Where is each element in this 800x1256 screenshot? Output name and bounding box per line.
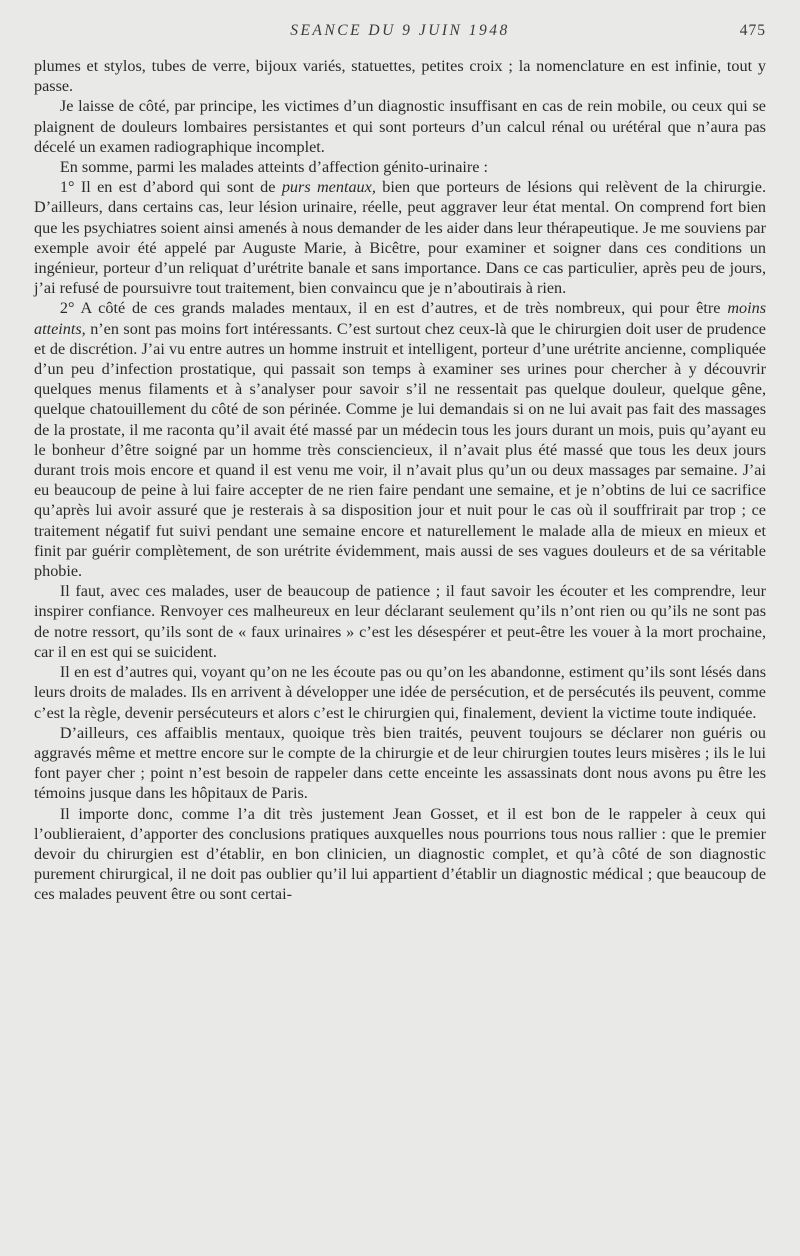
paragraph	[34, 298, 766, 581]
italic-text: moins atteints,	[34, 299, 766, 338]
text-segment: En somme, parmi les malades atteints d’affection génito-urinaire :	[59, 158, 488, 177]
paragraph	[34, 723, 766, 804]
running-header	[34, 22, 766, 50]
paragraph	[34, 804, 766, 905]
text-segment: 2° A côté de ces grands malades mentaux, il en est d’autres, et de très nombreux, qui pour être	[59, 299, 728, 318]
paragraph	[34, 157, 766, 177]
text-segment: D’ailleurs, ces affaiblis mentaux, quoique très bien traités, peuvent toujours se déclarer non guéris ou aggravés même et mettre encore sur le compte de la chirurgie et de leur chirurgien toutes leurs misères ; ils le lui font payer cher ; point n’est besoin de rappeler dans cette enceinte les assassinats dont nous avons pu être les témoins jusque dans les hôpitaux de Paris.	[34, 723, 766, 803]
italic-text: purs mentaux,	[281, 178, 376, 197]
paragraph	[34, 56, 766, 96]
text-segment: Je laisse de côté, par principe, les victimes d’un diagnostic insuffisant en cas de rein mobile, ou ceux qui se plaignent de douleurs lombaires persistantes et qui sont porteurs d’un calcul rénal ou urétéral que n’aura pas décelé un examen radiographique incomplet.	[34, 97, 766, 156]
text-segment: n’en sont pas moins fort intéressants. C’est surtout chez ceux-là que le chirurgien doit user de prudence et de discrétion. J’ai vu entre autres un homme instruit et intelligent, porteur d’une urétrite ancienne, compliquée d’un peu d’infection prostatique, qui passait son temps à examiner ses urines pour chercher à y découvrir quelques menus filaments et à s’analyser pour savoir s’il ne ressentait pas quelque douleur, quelque gêne, quelque chatouillement du côté de son périnée. Comme je lui demandais si on ne lui avait pas fait des massages de la prostate, il me raconta qu’il avait été massé par un médecin tous les jours durant un mois, puis qu’ayant eu le bonheur d’être soigné par un homme très consciencieux, il n’avait plus été massé que tous les deux jours durant trois mois encore et quand il est venu me voir, il n’avait plus qu’un ou deux massages par semaine. J’ai eu beaucoup de peine à lui faire accepter de ne rien faire pendant une semaine, et je n’obtins de lui ce sacrifice qu’après lui avoir assuré que je resterais à sa disposition jour et nuit pour le cas où il souffrirait par trop ; ce traitement négatif fut suivi pendant une semaine encore et naturellement le malade alla de mieux en mieux et finit par guérir complètement, de son urétrite évidemment, mais aussi de ses vagues douleurs et de sa véritable phobie.	[34, 319, 766, 581]
text-segment: plumes et stylos, tubes de verre, bijoux variés, statuettes, petites croix ; la nomenclature en est infinie, tout y passe.	[34, 57, 766, 96]
page-header-title: SEANCE DU 9 JUIN 1948	[290, 22, 510, 39]
paragraph	[34, 581, 766, 662]
paragraph	[34, 662, 766, 723]
text-segment: 1° Il en est d’abord qui sont de	[59, 178, 282, 197]
text-segment: Il en est d’autres qui, voyant qu’on ne les écoute pas ou qu’on les abandonne, estiment qu’ils sont lésés dans leurs droits de malades. Ils en arrivent à développer une idée de persécution, et de persécutés ils peuvent, comme c’est la règle, devenir persécuteurs et alors c’est le chirurgien qui, finalement, devient la victime toute indiquée.	[34, 663, 766, 722]
text-segment: bien que porteurs de lésions qui relèvent de la chirurgie. D’ailleurs, dans certains cas, leur lésion urinaire, réelle, peut aggraver leur état mental. On comprend fort bien que les psychiatres soient ainsi amenés à nous demander de les aider dans leur thérapeutique. Je me souviens par exemple avoir été appelé par Auguste Marie, à Bicêtre, pour examiner et soigner dans ces conditions un ingénieur, porteur d’un reliquat d’urétrite banale et sans importance. Dans ce cas particulier, après peu de jours, j’ai refusé de poursuivre tout traitement, bien convaincu que je n’aboutirais à rien.	[34, 178, 766, 298]
page-number: 475	[739, 22, 766, 39]
text-segment: Il faut, avec ces malades, user de beaucoup de patience ; il faut savoir les écouter et les comprendre, leur inspirer confiance. Renvoyer ces malheureux en leur déclarant seulement qu’ils n’ont rien ou qu’ils ne sont pas de notre ressort, qu’ils sont de « faux urinaires » c’est les désespérer et peut-être les vouer à la mort prochaine, car il en est qui se suicident.	[34, 582, 766, 661]
text-segment: Il importe donc, comme l’a dit très justement Jean Gosset, et il est bon de le rappeler à ceux qui l’oublieraient, d’apporter des conclusions pratiques auxquelles nous pourrions tous nous rallier : que le premier devoir du chirurgien est d’établir, en bon clinicien, un diagnostic complet, et qu’à côté de son diagnostic purement chirurgical, il ne doit pas oublier qu’il lui appartient d’établir un diagnostic médical ; que beaucoup de ces malades peuvent être ou sont certai-	[34, 804, 766, 904]
body-text	[34, 56, 766, 905]
paragraph	[34, 96, 766, 157]
paragraph	[34, 177, 766, 298]
